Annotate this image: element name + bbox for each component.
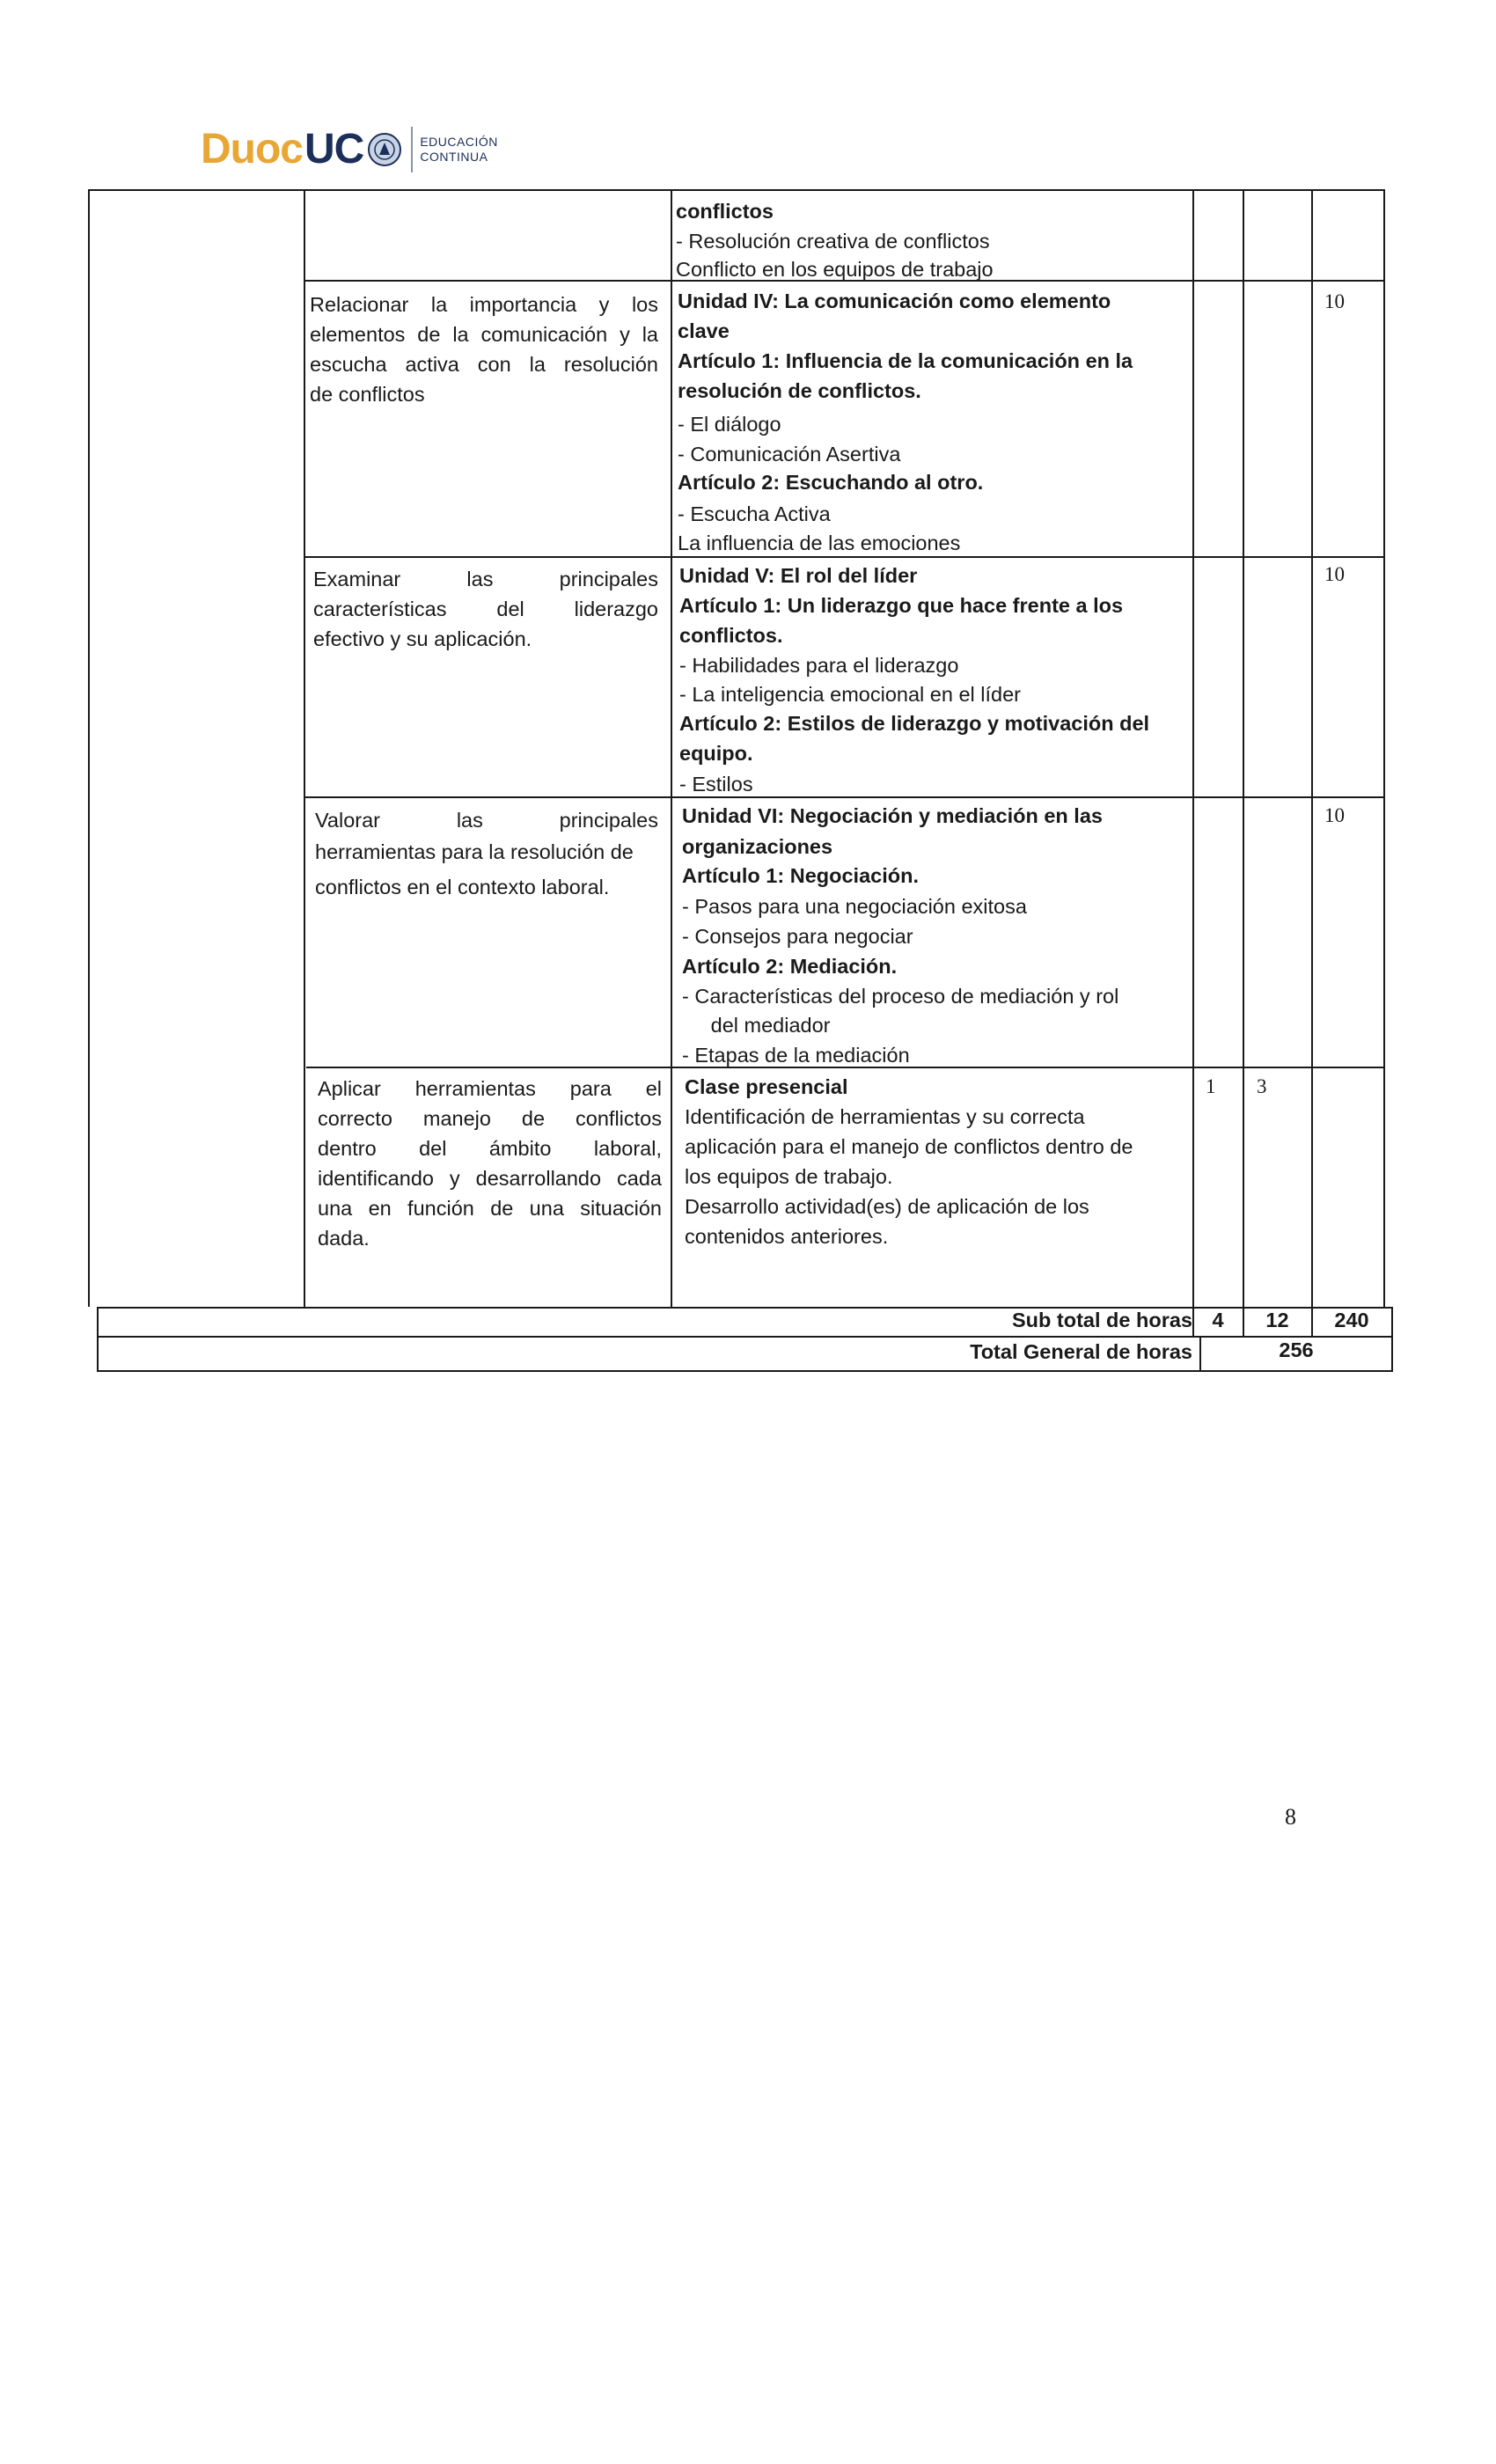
page-number: 8 [1285,1804,1296,1830]
col-border-objective [304,189,305,1307]
content-line: Artículo 2: Escuchando al otro. [678,471,984,494]
logo-subtitle-line2: CONTINUA [420,149,488,164]
content-line: conflictos [676,200,774,223]
content-line: - Habilidades para el liderazgo [679,654,959,677]
content-line: Artículo 2: Mediación. [682,955,898,978]
logo-subtitle [420,135,498,165]
content-line: conflictos. [679,624,783,647]
content-line: Artículo 1: Influencia de la comunicación en la [678,349,1133,372]
content-line: - El diálogo [678,413,781,436]
col-border-left [88,189,90,1307]
content-line: los equipos de trabajo. [685,1165,893,1188]
row4-col-b: 3 [1257,1075,1267,1097]
content-line: aplicación para el manejo de conflictos dentro de [685,1135,1133,1158]
content-line: del mediador [682,1014,831,1037]
content-line: Artículo 1: Negociación. [682,864,919,887]
content-line: clave [678,319,730,342]
content-line: resolución de conflictos. [678,379,921,402]
content-line: Unidad VI: Negociación y mediación en las [682,804,1103,827]
total-value: 256 [1279,1338,1314,1361]
content-line: La influencia de las emociones [678,532,961,554]
objective-line: elementos de la comunicación y la [310,323,658,346]
objective-line: una en función de una situación [318,1197,662,1220]
table-top-border [88,189,1383,191]
subtotal-a: 4 [1212,1309,1224,1331]
objective-line: Valorar las principales [315,809,658,832]
objective-line: herramientas para la resolución de [315,840,634,863]
col-border-hours-b [1243,189,1244,1336]
objective-line: Aplicar herramientas para el [318,1077,662,1100]
content-line: - Características del proceso de mediación y rol [682,985,1119,1008]
col-border-hours-c [1311,189,1313,1336]
content-line: - Resolución creativa de conflictos [676,230,990,253]
content-line: Identificación de herramientas y su correcta [685,1105,1085,1128]
logo-brand-duoc: Duoc [201,126,303,172]
subtotal-b: 12 [1265,1309,1289,1331]
col-border-hours-a [1192,189,1194,1336]
objective-line: Examinar las principales [313,568,658,590]
content-line: Artículo 1: Un liderazgo que hace frente a los [679,594,1124,617]
objective-line: correcto manejo de conflictos [318,1107,662,1130]
objective-line: de conflictos [310,383,425,406]
objective-line: Relacionar la importancia y los [310,293,658,316]
content-line: Desarrollo actividad(es) de aplicación de los [685,1195,1089,1218]
content-line: - Estilos [679,773,753,796]
content-line: Artículo 2: Estilos de liderazgo y motivación del [679,712,1150,735]
logo-separator [411,127,413,172]
content-line: contenidos anteriores. [685,1225,889,1248]
col-border-right-lower [1391,1307,1393,1372]
objective-line: conflictos en el contexto laboral. [315,876,610,898]
col-border-content [671,189,672,1307]
row3-hours: 10 [1324,804,1345,826]
objective-line: dada. [318,1227,370,1250]
content-line: Clase presencial [685,1075,848,1098]
col-border-left-lower [97,1307,99,1372]
objective-line: características del liderazgo [313,598,658,620]
objective-line: identificando y desarrollando cada [318,1167,662,1190]
content-line: - Pasos para una negociación exitosa [682,895,1027,918]
content-line: - La inteligencia emocional en el líder [679,683,1021,706]
content-line: - Escucha Activa [678,502,831,525]
content-line: - Comunicación Asertiva [678,443,901,466]
content-line: - Etapas de la mediación [682,1044,910,1067]
content-line: equipo. [679,742,753,765]
uc-seal-icon [367,132,402,167]
objective-line: efectivo y su aplicación. [313,627,532,650]
objective-line: dentro del ámbito laboral, [318,1137,662,1160]
subtotal-label: Sub total de horas [1012,1309,1192,1331]
logo-brand-uc: UC [304,126,364,172]
row4-col-a: 1 [1206,1075,1216,1097]
logo-subtitle-line1: EDUCACIÓN [420,134,498,149]
objective-line: escucha activa con la resolución [310,353,658,376]
row2-hours: 10 [1324,563,1345,585]
content-line: organizaciones [682,835,833,858]
total-label: Total General de horas [970,1340,1192,1363]
duoc-uc-logo [201,125,498,173]
content-line: - Consejos para negociar [682,925,913,948]
content-line: Unidad V: El rol del líder [679,564,918,587]
subtotal-c: 240 [1334,1309,1369,1331]
content-line: Unidad IV: La comunicación como elemento [678,290,1111,312]
content-line: Conflicto en los equipos de trabajo [676,258,994,281]
col-border-right-upper [1383,189,1385,1307]
row1-hours: 10 [1324,290,1345,312]
row-divider [304,796,1383,798]
